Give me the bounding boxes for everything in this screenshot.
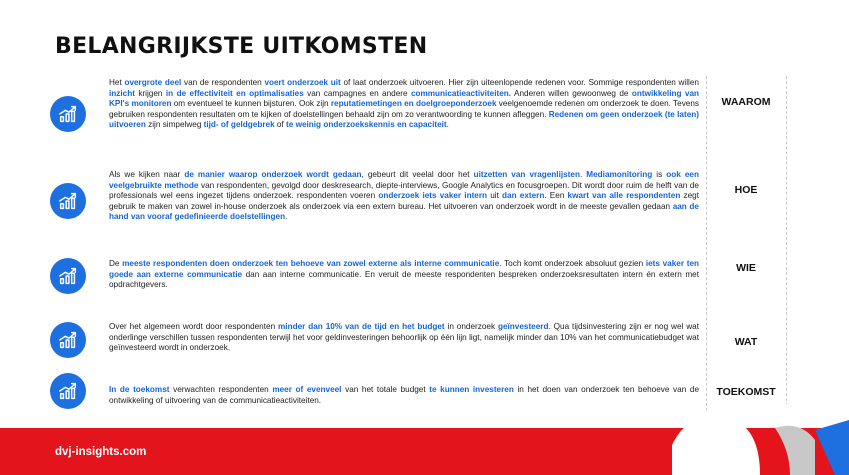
highlight-text: de manier waarop onderzoek wordt gedaan <box>184 170 362 179</box>
body-text: verwachten respondenten <box>169 385 273 394</box>
body-text: . Een <box>544 191 568 201</box>
body-text: is <box>652 170 667 179</box>
highlight-text: overgrote deel <box>124 78 182 87</box>
highlight-text: minder dan 10% van de tijd en het budget <box>278 322 445 331</box>
body-text: Over het algemeen wordt door respondenten <box>109 322 279 331</box>
highlight-text: meeste respondenten doen onderzoek ten behoeve van zowel externe als interne communicatie <box>122 259 500 268</box>
body-text: om eventueel te kunnen bijsturen. Ook zijn <box>171 99 331 109</box>
finding-text-wat <box>109 322 699 354</box>
highlight-text: inzicht <box>109 88 135 98</box>
body-text: . <box>579 170 587 179</box>
column-divider-right <box>786 76 787 416</box>
body-text: . Toch komt onderzoek absoluut gezien <box>499 259 646 268</box>
finding-text-toekomst <box>109 385 699 406</box>
body-text: , gebeurt dit veelal door het <box>361 170 474 179</box>
column-divider-left <box>706 76 707 416</box>
highlight-text: reputatiemetingen en doelgroeponderzoek <box>330 99 497 109</box>
section-label-waarom: WAAROM <box>721 96 771 108</box>
highlight-text: te kunnen investeren <box>429 385 514 394</box>
highlight-text: te weinig onderzoekskennis en capaciteit <box>286 120 447 130</box>
section-label-toekomst: TOEKOMST <box>716 386 776 398</box>
body-text: zijn simpelweg <box>145 120 204 130</box>
highlight-text: Mediamonitoring <box>586 170 653 179</box>
chart-growth-icon <box>50 183 86 219</box>
highlight-text: in de effectiviteit en optimalisaties <box>165 88 304 98</box>
highlight-text: iets vaker ten goede aan externe communicatie <box>109 259 699 279</box>
body-text: . <box>285 212 288 222</box>
highlight-text: In de toekomst <box>109 385 170 394</box>
highlight-text: kwart van alle respondenten <box>567 191 681 201</box>
highlight-text: aan de hand van vooraf gedefinieerde doelstellingen <box>109 201 699 222</box>
chart-growth-icon <box>50 322 86 358</box>
body-text: krijgen <box>134 88 166 98</box>
highlight-text: ook een veelgebruikte methode <box>109 170 699 190</box>
body-text: veelgenoemde redenen om onderzoek te doen. Tevens gebruiken respondenten resultaten om te kijken of doelstellingen behaald zijn om zo verantwoording te kunnen afleggen. <box>109 99 700 119</box>
body-text: of <box>274 120 287 130</box>
highlight-text: meer of evenveel <box>272 385 342 394</box>
finding-text-waarom <box>109 78 699 131</box>
body-text: van campagnes en andere <box>303 88 411 98</box>
highlight-text: tijd- of geldgebrek <box>203 120 275 130</box>
body-text: of laat onderzoek uitvoeren. Hier zijn uiteenlopende redenen voor. Sommige respondenten willen <box>340 78 699 87</box>
chart-growth-icon <box>50 96 86 132</box>
body-text: Als we kijken naar <box>109 170 185 179</box>
chart-growth-icon <box>50 258 86 294</box>
highlight-text: voert onderzoek uit <box>264 78 341 87</box>
body-text: in het doen van onderzoek ten behoeve van de ontwikkeling of uitvoering van de communicatieactiviteiten. <box>109 385 699 405</box>
highlight-text: onderzoek iets vaker intern <box>378 191 488 201</box>
section-label-hoe: HOE <box>734 184 758 196</box>
highlight-text: Redenen om geen onderzoek (te laten) uitvoeren <box>109 109 699 130</box>
highlight-text: communicatieactiviteiten. <box>410 88 512 98</box>
finding-text-wie <box>109 259 699 291</box>
footer-website[interactable]: dvj-insights.com <box>55 446 147 458</box>
body-text: De <box>109 259 123 268</box>
highlight-text: dan extern <box>502 191 545 201</box>
body-text: . <box>446 120 449 130</box>
highlight-text: ontwikkeling van KPI's monitoren <box>109 88 699 109</box>
body-text: . Qua tijdsinvestering zijn er nog wel wat onderlinge verschillen tussen respondenten terwijl het voor geldinvesteringen behoorlijk op één lijn ligt, namelijk minder dan 10% van het communicatiebudget wat geïnvesteerd wordt in onderzoek. <box>109 322 699 353</box>
body-text: Het <box>109 78 125 87</box>
highlight-text: uitzetten van vragenlijsten <box>473 170 580 179</box>
finding-text-hoe <box>109 170 699 223</box>
body-text: Anderen willen gewoonweg de <box>511 88 632 98</box>
body-text: van het totale budget <box>341 385 430 394</box>
body-text: zegt gebruik te maken van zowel in-house onderzoek als onderzoek via een extern bureau. Het uitvoeren van onderzoek wordt in de meeste gevallen gedaan <box>109 191 699 211</box>
chart-growth-icon <box>50 373 86 409</box>
body-text: van de respondenten <box>181 78 265 87</box>
body-text: dan aan interne communicatie. En veruit de meeste respondenten bespreken onderzoeksresultaten intern én extern met opdrachtgevers. <box>109 269 699 290</box>
section-label-wat: WAT <box>734 336 758 348</box>
highlight-text: geïnvesteerd <box>497 322 549 331</box>
page-title: BELANGRIJKSTE UITKOMSTEN <box>55 34 428 59</box>
body-text: van respondenten, gevolgd door deskresearch, diepte-interviews, Google Analytics en focusgroepen. Dit wordt door ruim de helft van de professionals wel eens ingezet tijdens onderzoek. respondenten voeren <box>109 180 699 201</box>
body-text: in onderzoek <box>444 322 498 331</box>
body-text: uit <box>487 191 503 201</box>
section-label-wie: WIE <box>736 262 756 274</box>
